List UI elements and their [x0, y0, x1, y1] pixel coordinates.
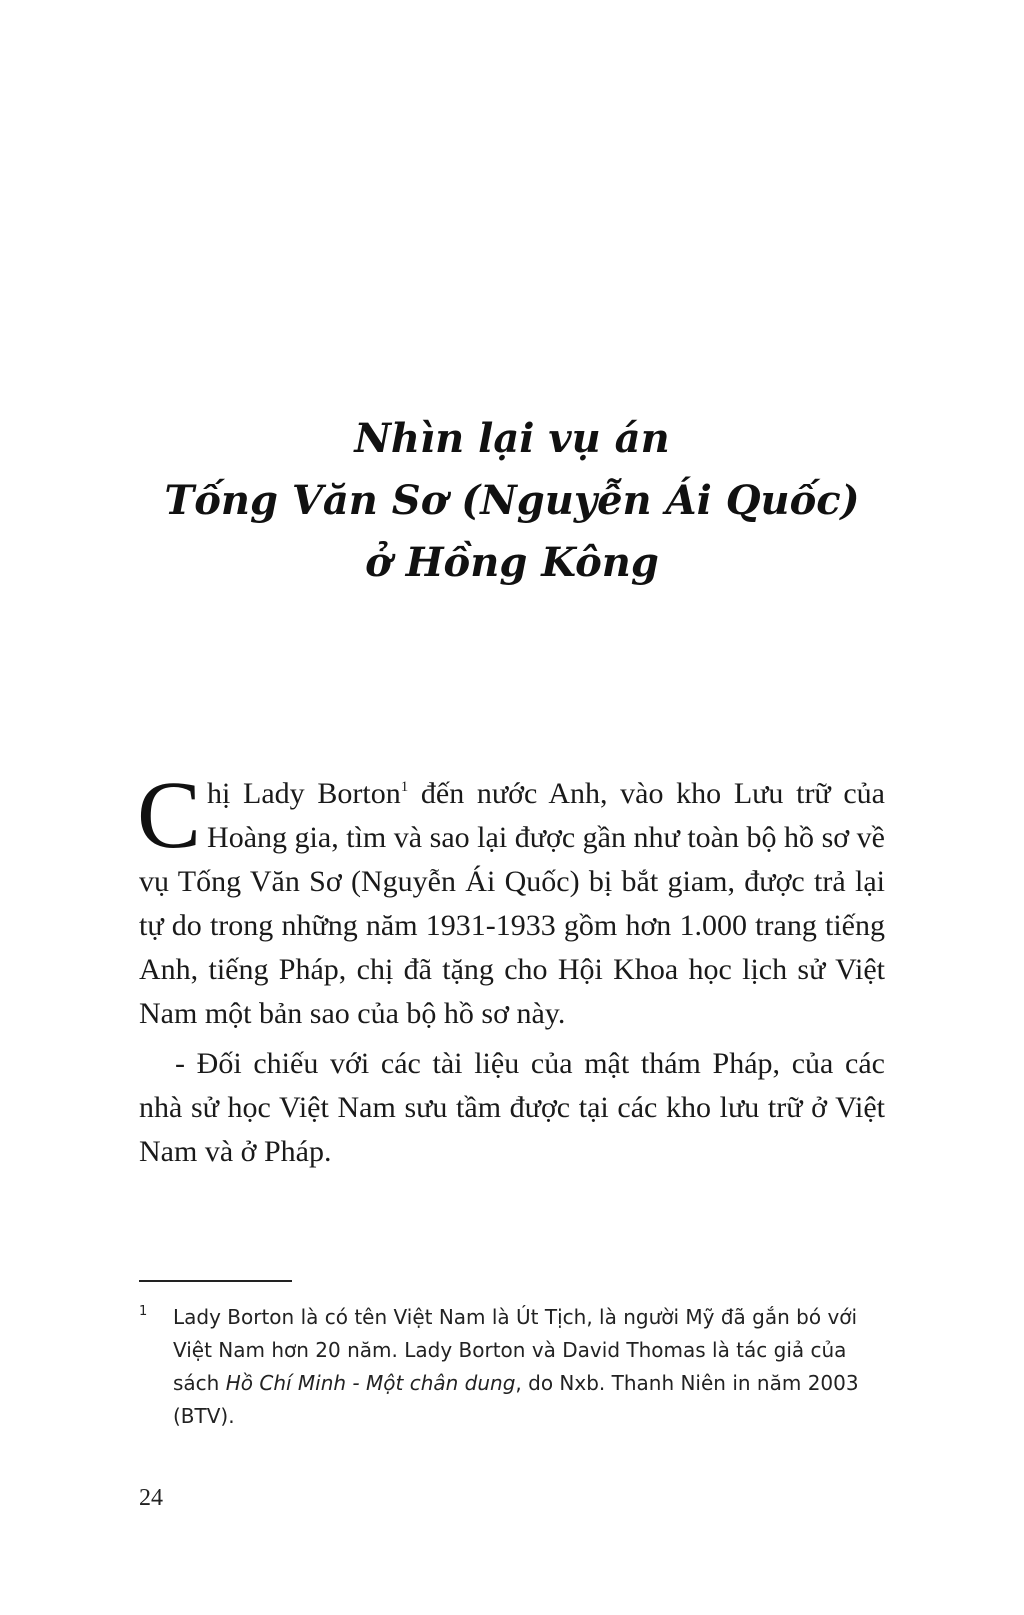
paragraph-2: - Đối chiếu với các tài liệu của mật thám Pháp, của các nhà sử học Việt Nam sưu tầm được tại các kho lưu trữ ở Việt Nam và ở Pháp. [139, 1047, 885, 1168]
chapter-title [0, 408, 1024, 594]
footnote-text [173, 1301, 885, 1433]
paragraph-1 [137, 761, 885, 1036]
footnote-reference[interactable]: 1 [400, 779, 409, 795]
footnote-book-title: Hồ Chí Minh - Một chân dung [225, 1371, 516, 1395]
footnote-divider [139, 1280, 292, 1282]
footnote-text-end: , do Nxb. Thanh Niên in năm 2003 (BTV). [173, 1371, 859, 1428]
footnote-marker: 1 [139, 1304, 148, 1319]
footnote [139, 1301, 885, 1433]
title-line-3: ở Hồng Kông [365, 539, 659, 586]
paragraph-1-text-start: hị Lady Borton [207, 777, 401, 810]
title-line-2: Tống Văn Sơ (Nguyễn Ái Quốc) [164, 477, 860, 524]
page-number: 24 [139, 1485, 163, 1511]
paragraph-1-text-rest: đến nước Anh, vào kho Lưu trữ của Hoàng gia, tìm và sao lại được gần như toàn bộ hồ sơ về vụ Tống Văn Sơ (Nguyễn Ái Quốc) bị bắt giam, được trả lại tự do trong những năm 1931-1933 gồm hơn 1.000 trang tiếng Anh, tiếng Pháp, chị đã tặng cho Hội Khoa học lịch sử Việt Nam một bản sao của bộ hồ sơ này. [139, 777, 885, 1030]
body-text [137, 761, 885, 1174]
footnote-text-start: Lady Borton là có tên Việt Nam là Út Tịch, là người Mỹ đã gắn bó với Việt Nam hơn 20 năm. Lady Borton và David Thomas là tác giả của sách [173, 1305, 858, 1395]
drop-cap: C [137, 761, 202, 868]
title-line-1: Nhìn lại vụ án [354, 415, 670, 462]
